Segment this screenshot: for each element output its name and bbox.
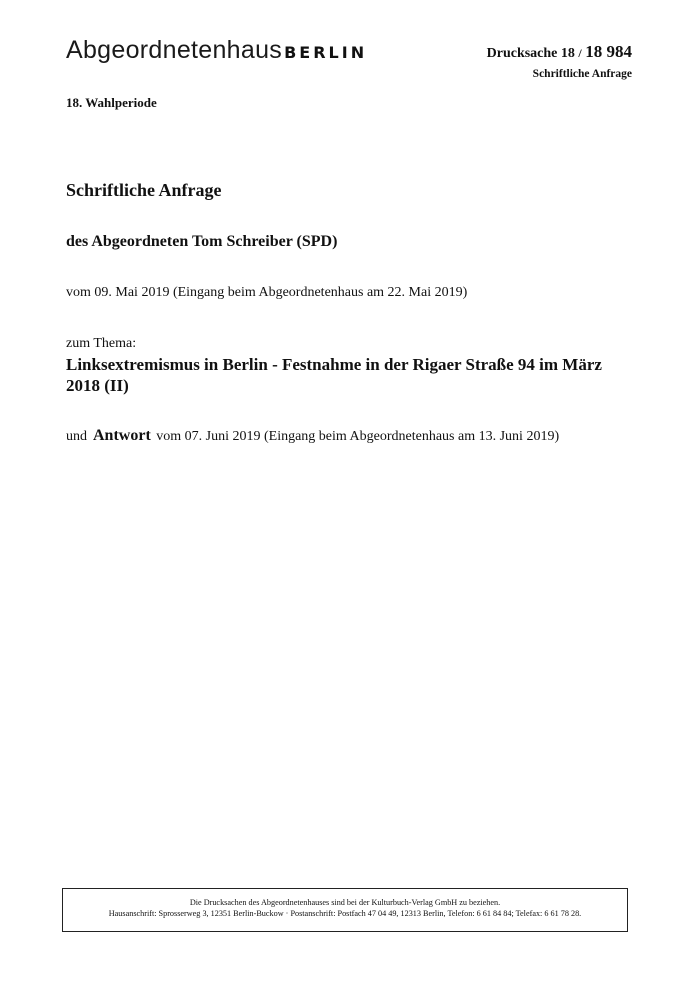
document-type: Schriftliche Anfrage — [532, 68, 632, 80]
answer-prefix: und — [66, 429, 87, 444]
election-period: 18. Wahlperiode — [66, 95, 157, 110]
document-number-line — [487, 42, 632, 62]
answer-date: vom 07. Juni 2019 (Eingang beim Abgeordnetenhaus am 13. Juni 2019) — [156, 429, 560, 444]
document-id — [487, 42, 632, 80]
document-separator: / — [578, 46, 582, 60]
footer-line-2: Hausanschrift: Sprosserweg 3, 12351 Berlin-Buckow · Postanschrift: Postfach 47 04 49, 12313 Berlin, Telefon: 6 61 84 84; Telefax: 6 61 78 28. — [108, 909, 582, 918]
logo-city-text: BERLIN — [284, 43, 368, 62]
date-line: vom 09. Mai 2019 (Eingang beim Abgeordnetenhaus am 22. Mai 2019) — [66, 285, 468, 300]
answer-keyword: Antwort — [93, 427, 151, 444]
answer-line — [66, 427, 559, 445]
author-line: des Abgeordneten Tom Schreiber (SPD) — [66, 233, 338, 250]
topic-label: zum Thema: — [66, 336, 137, 351]
topic-title: Linksextremismus in Berlin - Festnahme in der Rigaer Straße 94 im März 2018 (II) — [66, 355, 602, 395]
footer-box — [62, 888, 628, 932]
document-number: 18 984 — [585, 42, 632, 61]
logo-main-text: Abgeordnetenhaus — [66, 36, 283, 64]
logo — [66, 36, 367, 65]
footer-line-1: Die Drucksachen des Abgeordnetenhauses sind bei der Kulturbuch-Verlag GmbH zu beziehen. — [189, 898, 501, 907]
document-label: Drucksache 18 — [486, 46, 575, 61]
page-title: Schriftliche Anfrage — [66, 180, 222, 200]
